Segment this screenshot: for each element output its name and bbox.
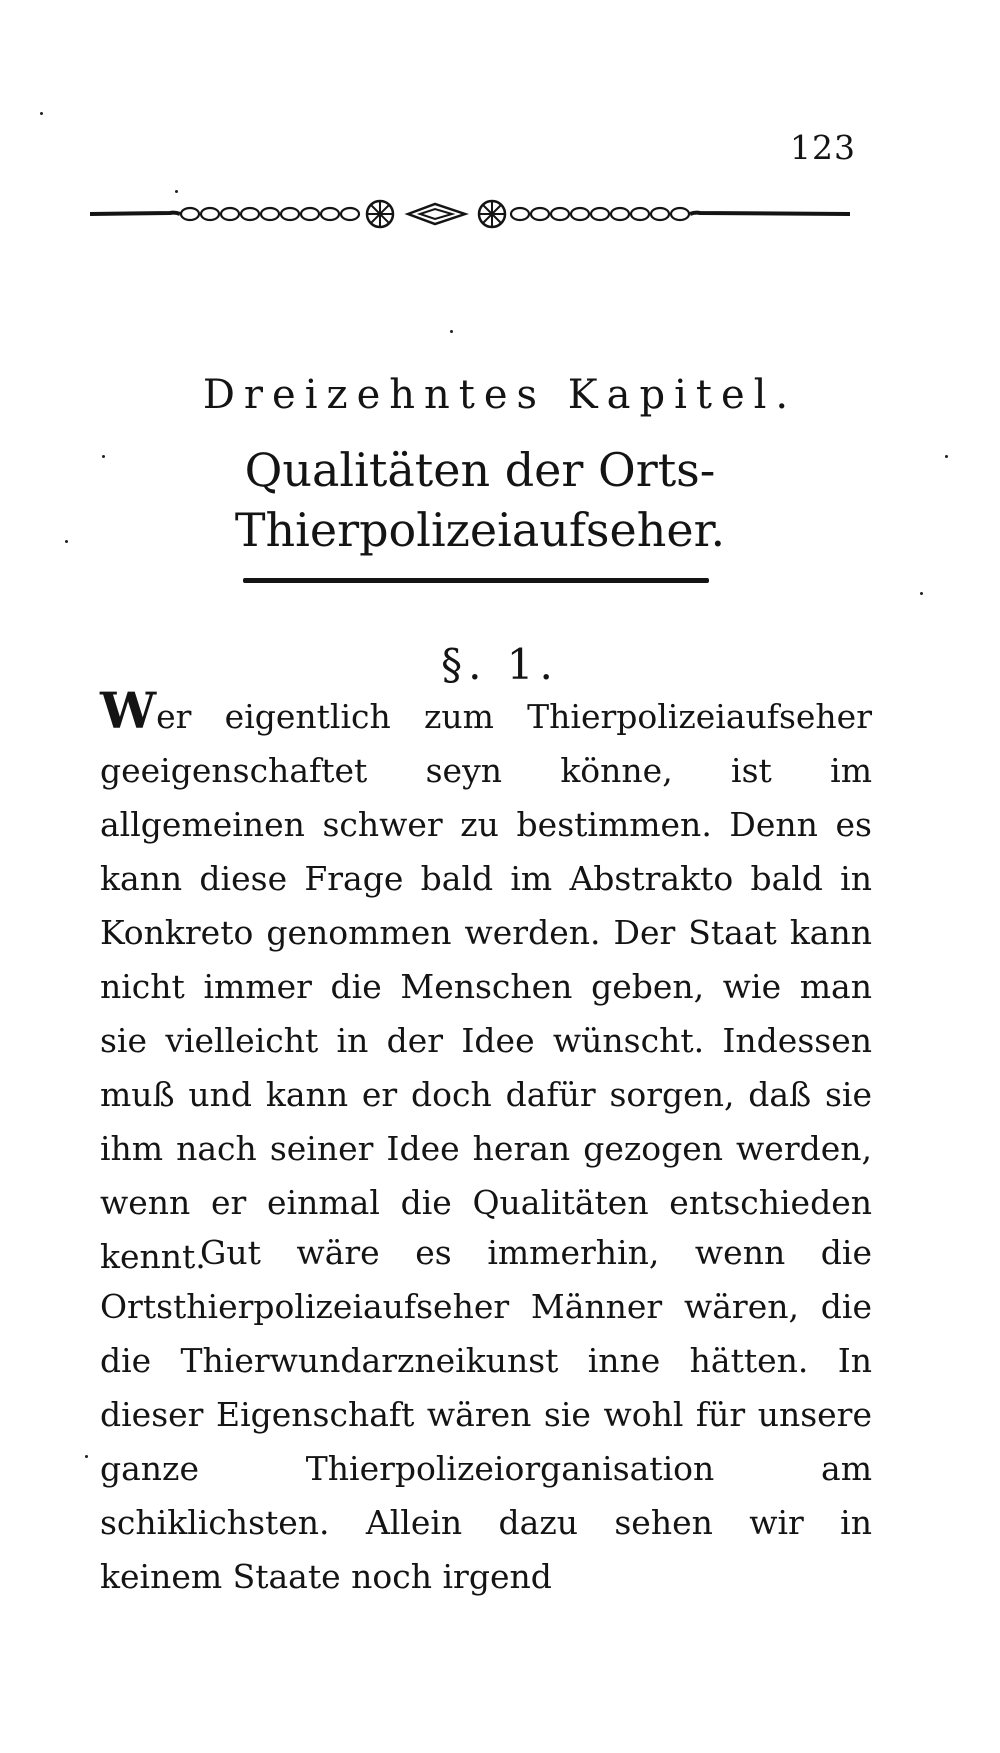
chapter-title: Qualitäten der Orts-Thierpolizeiaufseher. [234,443,726,557]
section-mark: §. 1. [441,640,559,689]
paragraph-2-text: Gut wäre es immerhin, wenn die Ortsthierpolizeiaufseher Männer wären, die die Thierwundarzneikunst inne hätten. In dieser Eigenschaft wären sie wohl für unsere ganze Thierpolizeiorganisation am schiklichsten. Allein dazu sehen wir in keinem Staate noch irgend [100,1233,872,1596]
print-speck [102,455,105,458]
initial-letter: W [100,681,157,740]
print-speck [450,330,453,333]
page-number [790,128,856,167]
print-speck [40,112,43,115]
page-number-text: 123 [790,128,856,167]
paragraph-2 [100,1226,872,1604]
paragraph-1-text: er eigentlich zum Thierpolizeiaufseher geeigenschaftet seyn könne, ist im allgemeinen schwer zu bestimmen. Denn es kann diese Frage bald im Abstrakto bald in Konkreto genommen werden. Der Staat kann nicht immer die Menschen geben, wie man sie vielleicht in der Idee wünscht. Indessen muß und kann er doch dafür sorgen, daß sie ihm nach seiner Idee heran gezogen werden, wenn er einmal die Qualitäten entschieden kennt. [100,697,872,1276]
print-speck [65,540,68,543]
print-speck [945,455,948,458]
ornamental-divider [90,196,850,232]
print-speck [920,592,923,595]
title-rule [243,578,709,583]
chapter-heading: Dreizehntes Kapitel. [202,372,798,418]
paragraph-1 [100,681,872,1284]
print-speck [85,1455,88,1458]
print-speck [175,190,178,193]
